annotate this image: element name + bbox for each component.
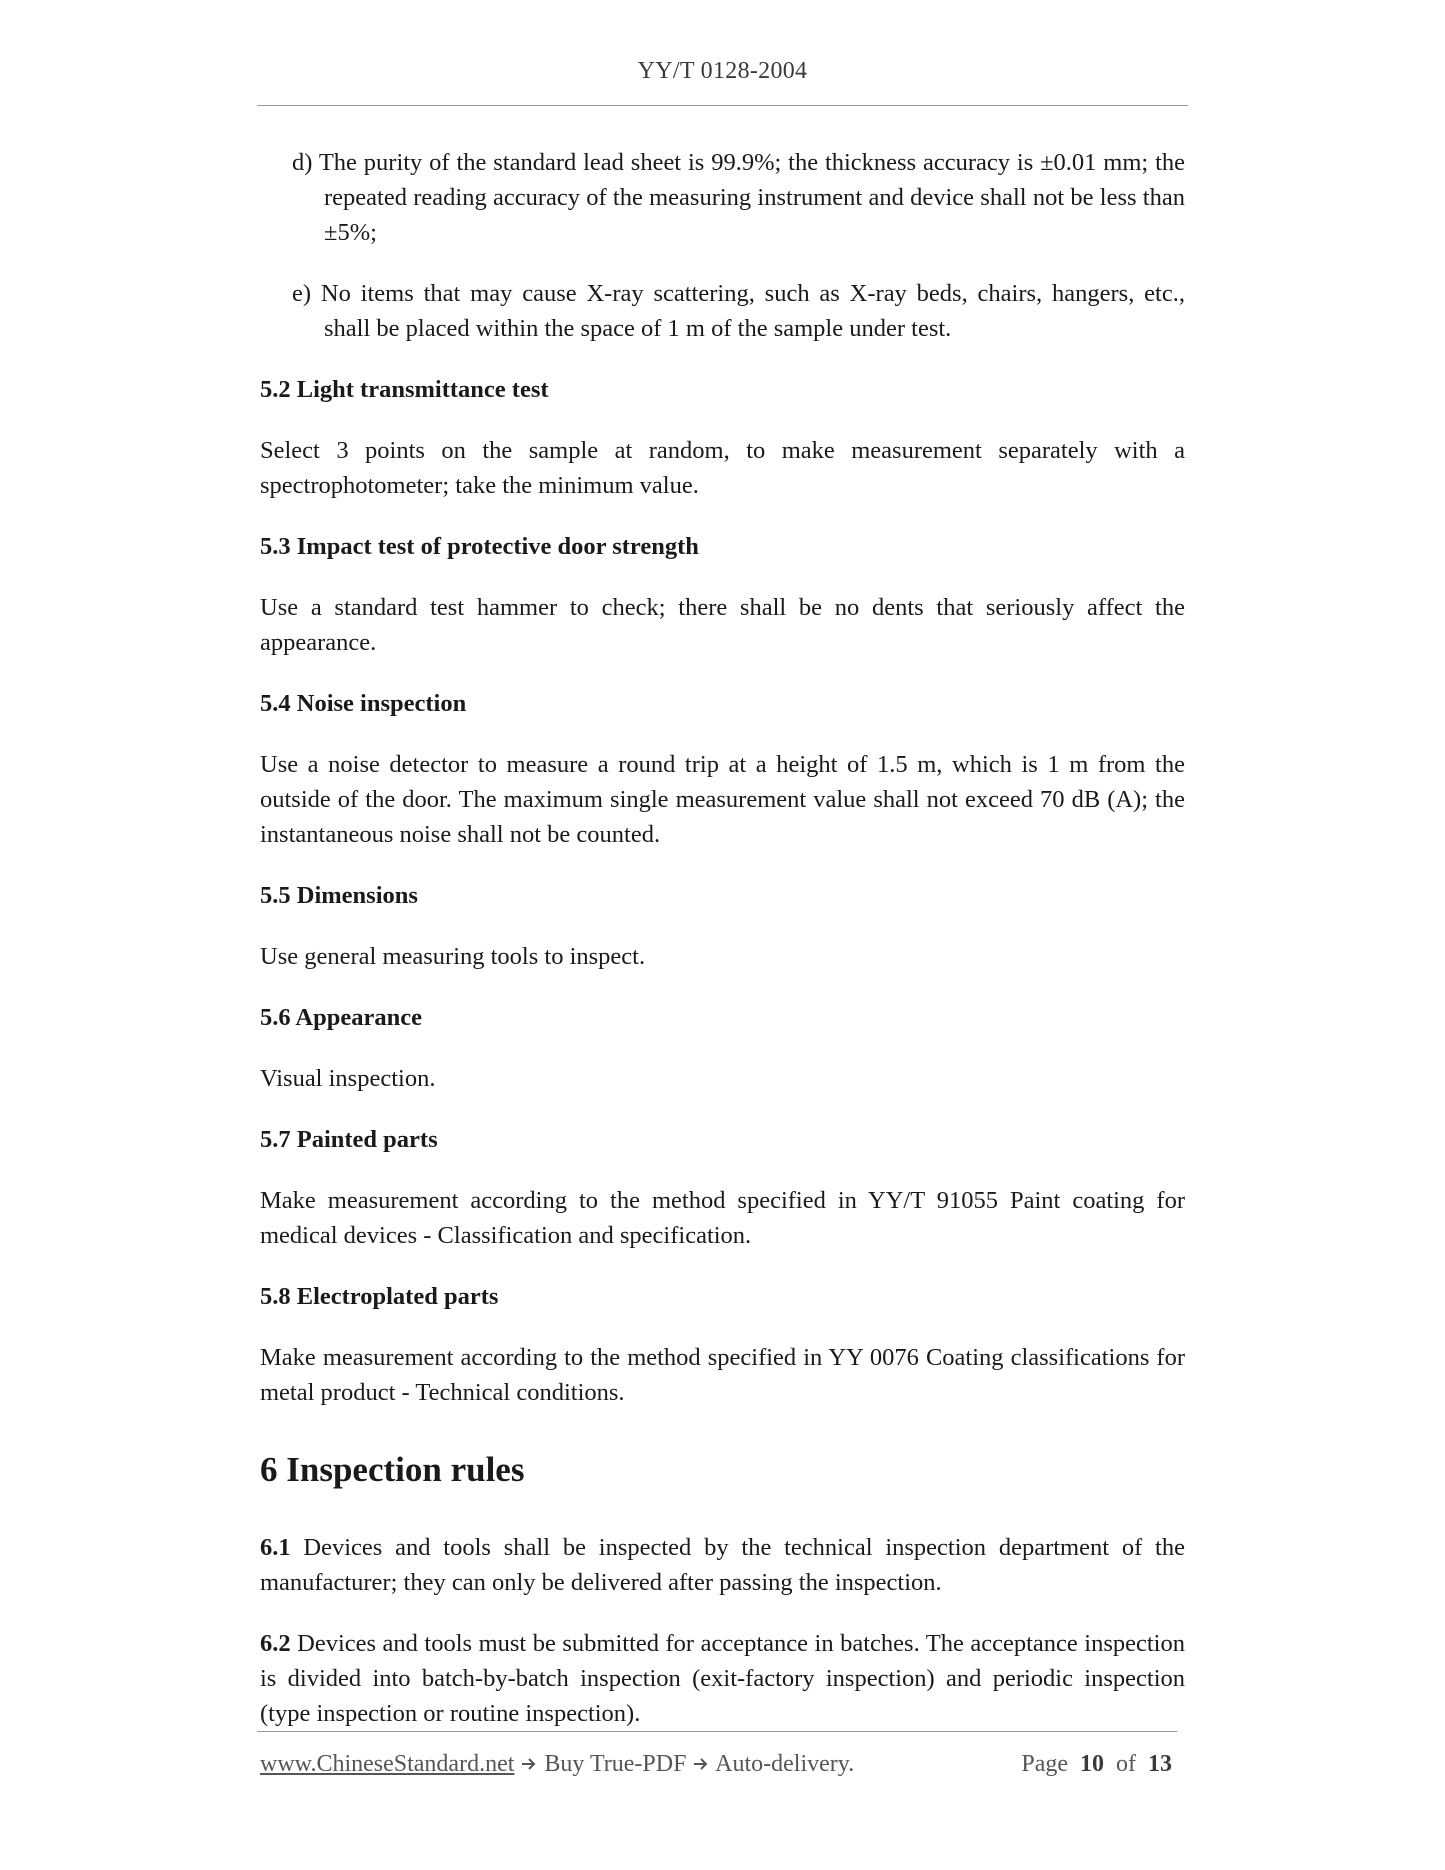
clause-number: 6.1 — [260, 1534, 291, 1561]
section-body-5-5: Use general measuring tools to inspect. — [260, 943, 646, 970]
arrow-right-icon — [520, 1756, 538, 1772]
section-body-5-8: Make measurement according to the method specified in YY 0076 Coating classifications for metal product - Technical conditions. — [260, 1344, 1185, 1406]
section-body-5-7: Make measurement according to the method specified in YY/T 91055 Paint coating for medical devices - Classification and specification. — [260, 1187, 1185, 1249]
of-label: of — [1116, 1751, 1136, 1777]
page-footer — [260, 1751, 1180, 1787]
total-pages: 13 — [1148, 1751, 1172, 1777]
section-heading-5-5: 5.5 Dimensions — [260, 882, 418, 909]
current-page: 10 — [1080, 1751, 1104, 1777]
clause-text: Devices and tools shall be inspected by the technical inspection department of the manufacturer; they can only be delivered after passing the inspection. — [260, 1534, 1185, 1596]
page-header: YY/T 0128-2004 — [637, 58, 808, 84]
section-heading-5-2: 5.2 Light transmittance test — [260, 376, 549, 403]
chapter-heading-6: 6 Inspection rules — [260, 1450, 525, 1489]
section-body-5-6: Visual inspection. — [260, 1065, 436, 1092]
clause-6-2 — [260, 1626, 1185, 1731]
section-heading-5-4: 5.4 Noise inspection — [260, 690, 467, 717]
website-link[interactable]: www.ChineseStandard.net — [260, 1751, 515, 1777]
page-label: Page — [1021, 1751, 1068, 1777]
footer-promo — [260, 1751, 854, 1778]
list-item-d: d) The purity of the standard lead sheet is 99.9%; the thickness accuracy is ±0.01 mm; the repeated reading accuracy of the measuring instrument and device shall not be less than ±5%; — [292, 149, 1185, 246]
section-heading-5-6: 5.6 Appearance — [260, 1004, 422, 1031]
list-item-e: e) No items that may cause X-ray scattering, such as X-ray beds, chairs, hangers, etc., shall be placed within the space of 1 m of the sample under test. — [292, 280, 1185, 342]
delivery-text: Auto-delivery. — [715, 1751, 855, 1777]
page-content — [260, 145, 1185, 1731]
buy-text: Buy True-PDF — [544, 1751, 687, 1777]
footer-divider — [257, 1731, 1177, 1732]
section-body-5-4: Use a noise detector to measure a round trip at a height of 1.5 m, which is 1 m from the outside of the door. The maximum single measurement value shall not exceed 70 dB (A); the instantaneous noise shall not be counted. — [260, 751, 1185, 848]
clause-6-1 — [260, 1530, 1185, 1600]
section-heading-5-7: 5.7 Painted parts — [260, 1126, 438, 1153]
section-heading-5-8: 5.8 Electroplated parts — [260, 1283, 499, 1310]
section-body-5-2: Select 3 points on the sample at random, to make measurement separately with a spectrophotometer; take the minimum value. — [260, 437, 1185, 499]
section-heading-5-3: 5.3 Impact test of protective door strength — [260, 533, 699, 560]
clause-number: 6.2 — [260, 1630, 291, 1657]
header-divider — [257, 105, 1188, 106]
section-body-5-3: Use a standard test hammer to check; there shall be no dents that seriously affect the appearance. — [260, 594, 1185, 656]
page-indicator — [1021, 1751, 1172, 1778]
clause-text: Devices and tools must be submitted for acceptance in batches. The acceptance inspection is divided into batch-by-batch inspection (exit-factory inspection) and periodic inspection (type inspection or routine inspection). — [260, 1630, 1185, 1727]
arrow-right-icon — [692, 1756, 710, 1772]
